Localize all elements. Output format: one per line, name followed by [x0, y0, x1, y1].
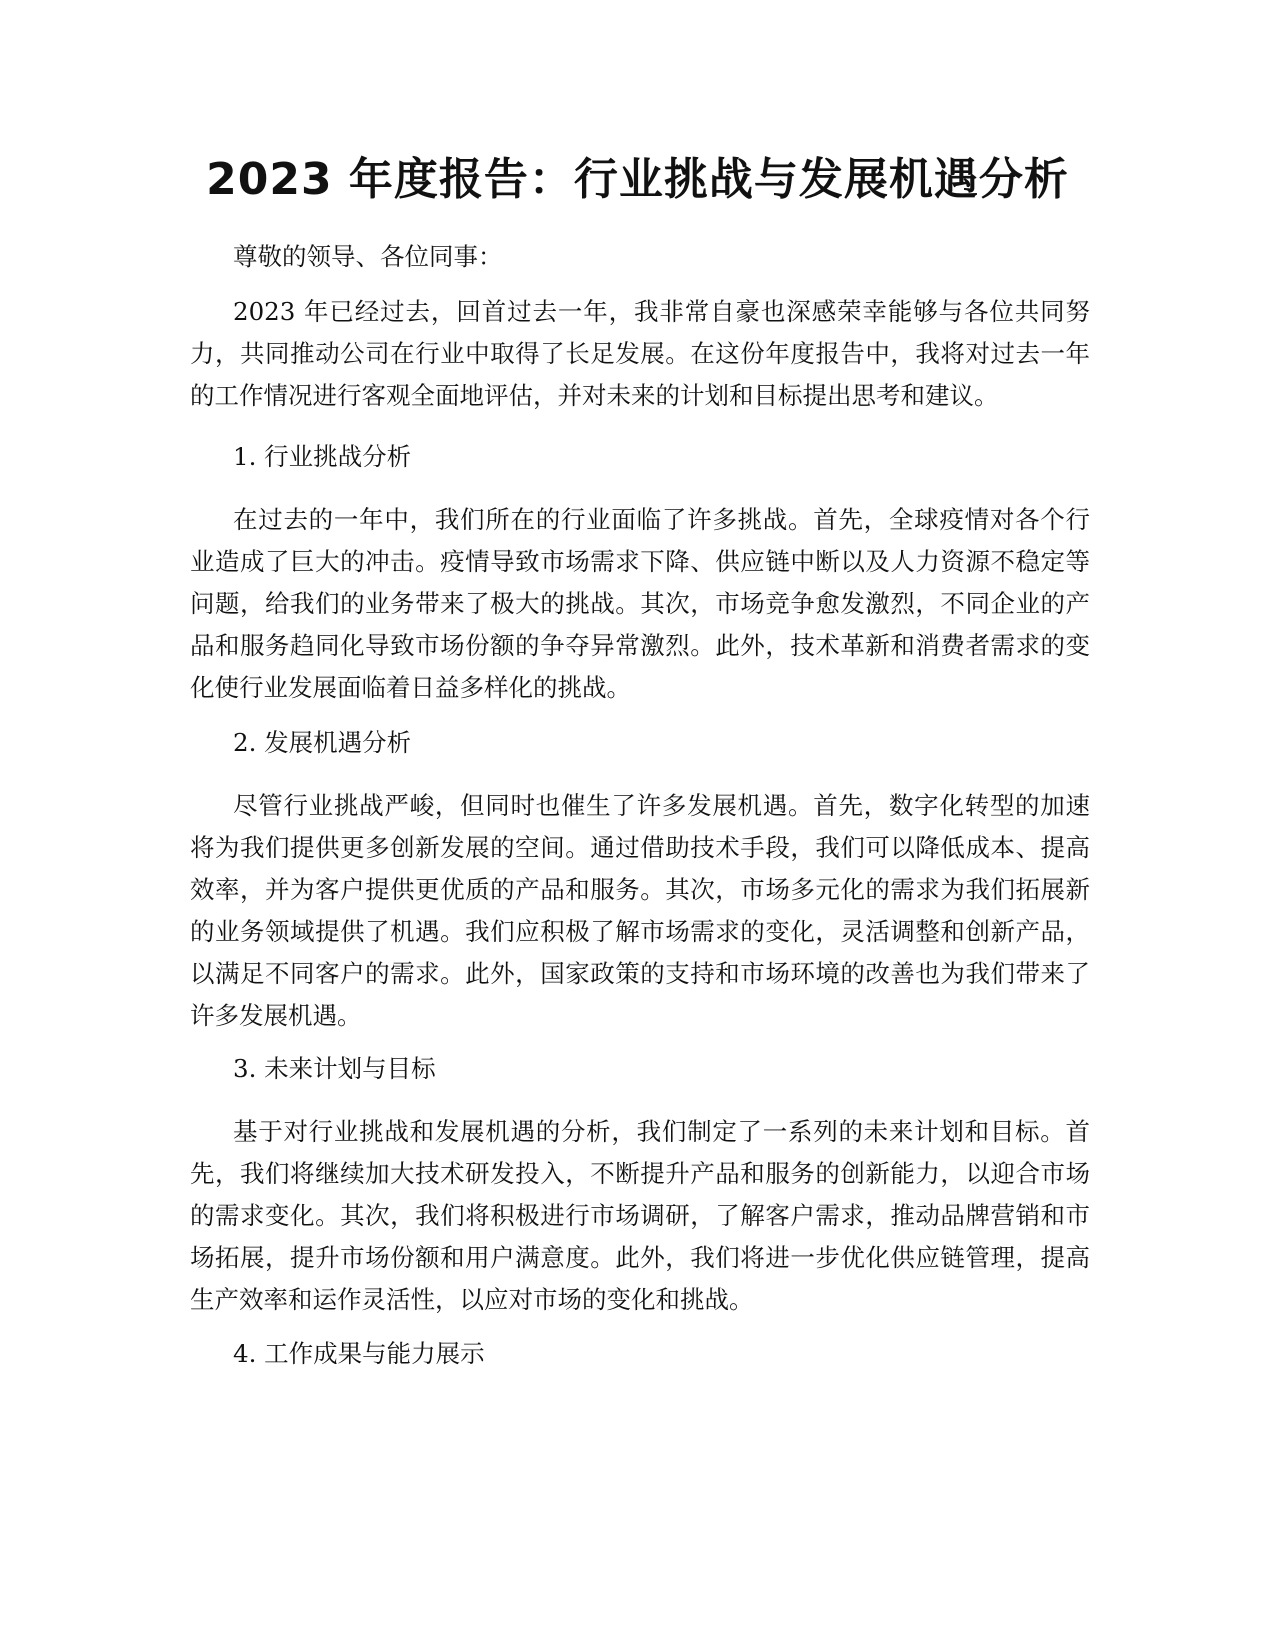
section-body-2: 尽管行业挑战严峻，但同时也催生了许多发展机遇。首先，数字化转型的加速将为我们提供更多创新发展的空间。通过借助技术手段，我们可以降低成本、提高效率，并为客户提供更优质的产品和服务。其次，市场多元化的需求为我们拓展新的业务领域提供了机遇。我们应积极了解市场需求的变化，灵活调整和创新产品，以满足不同客户的需求。此外，国家政策的支持和市场环境的改善也为我们带来了许多发展机遇。	[190, 791, 1090, 1030]
document-title: 2023 年度报告：行业挑战与发展机遇分析	[206, 154, 1069, 205]
section-heading-2: 2. 发展机遇分析	[233, 728, 412, 757]
intro-paragraph: 2023 年已经过去，回首过去一年，我非常自豪也深感荣幸能够与各位共同努力，共同推动公司在行业中取得了长足发展。在这份年度报告中，我将对过去一年的工作情况进行客观全面地评估，并对未来的计划和目标提出思考和建议。	[190, 297, 1090, 410]
section-heading-1: 1. 行业挑战分析	[233, 442, 412, 471]
section-body-3: 基于对行业挑战和发展机遇的分析，我们制定了一系列的未来计划和目标。首先，我们将继续加大技术研发投入，不断提升产品和服务的创新能力，以迎合市场的需求变化。其次，我们将积极进行市场调研，了解客户需求，推动品牌营销和市场拓展，提升市场份额和用户满意度。此外，我们将进一步优化供应链管理，提高生产效率和运作灵活性，以应对市场的变化和挑战。	[190, 1117, 1090, 1314]
section-body-1: 在过去的一年中，我们所在的行业面临了许多挑战。首先，全球疫情对各个行业造成了巨大的冲击。疫情导致市场需求下降、供应链中断以及人力资源不稳定等问题，给我们的业务带来了极大的挑战。其次，市场竞争愈发激烈，不同企业的产品和服务趋同化导致市场份额的争夺异常激烈。此外，技术革新和消费者需求的变化使行业发展面临着日益多样化的挑战。	[190, 505, 1090, 702]
section-heading-4: 4. 工作成果与能力展示	[233, 1339, 485, 1368]
greeting: 尊敬的领导、各位同事：	[233, 242, 503, 271]
section-heading-3: 3. 未来计划与目标	[233, 1054, 436, 1083]
